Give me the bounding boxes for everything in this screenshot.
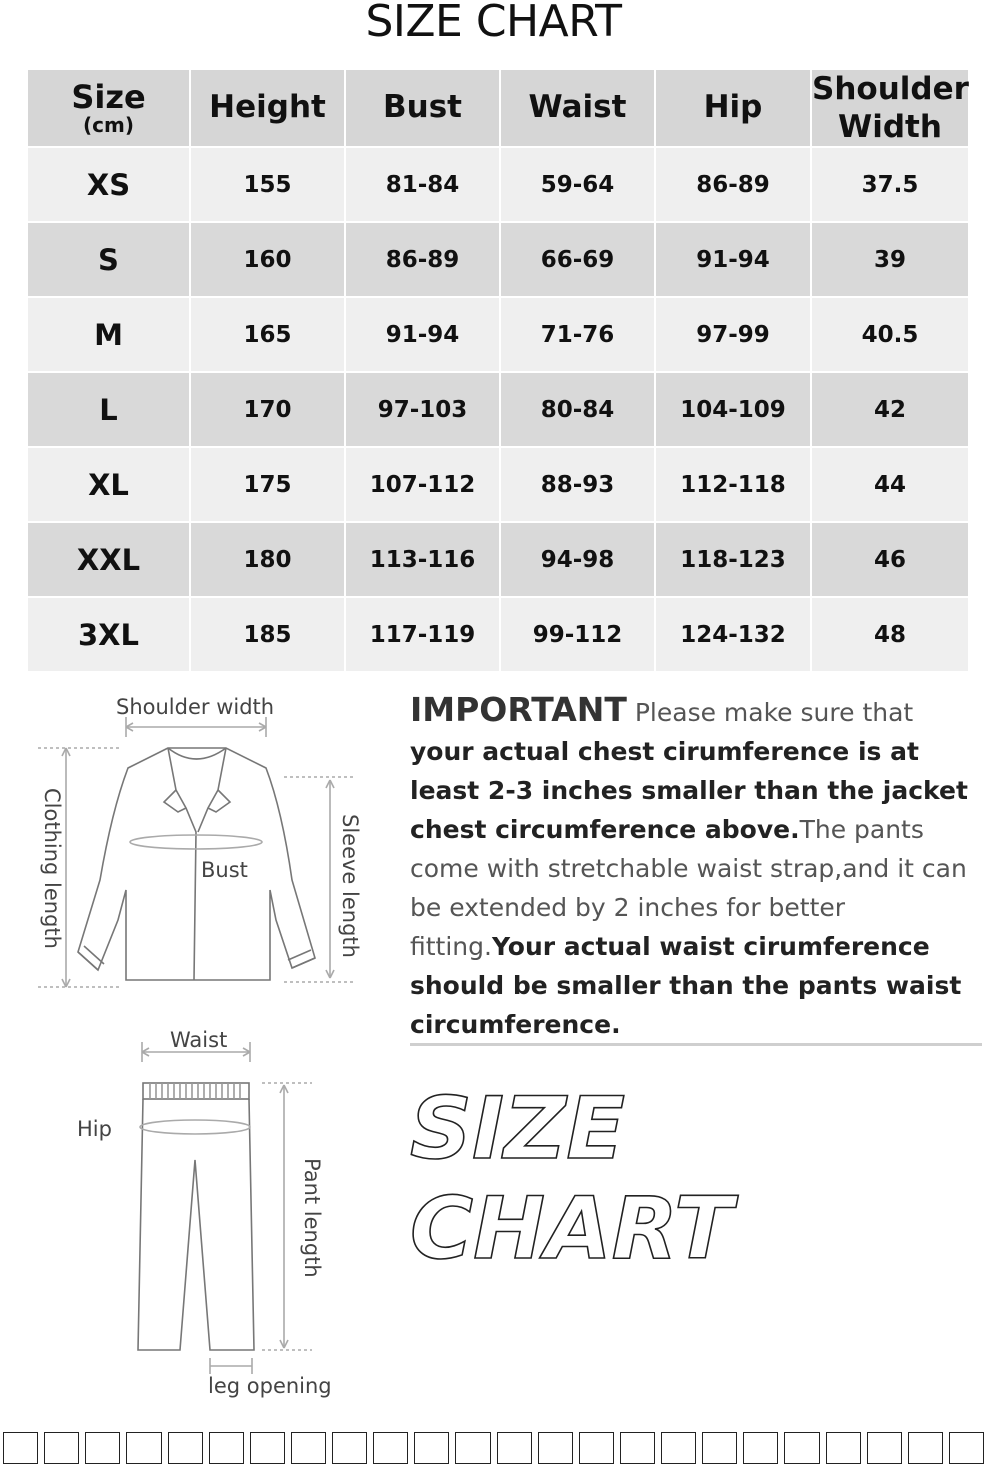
outline-size-chart-title <box>405 1070 765 1270</box>
jacket-outline <box>78 748 315 980</box>
table-row <box>28 373 968 448</box>
page-title: SIZE CHART <box>365 0 622 47</box>
cell-waist: 59-64 <box>501 148 656 223</box>
footer-box <box>579 1432 614 1464</box>
table-header-row <box>28 70 968 148</box>
header-size-unit: (cm) <box>83 113 134 137</box>
cell-size: S <box>28 223 191 298</box>
label-sleeve-length: Sleeve length <box>338 814 362 958</box>
label-leg-opening: leg opening <box>208 1374 332 1398</box>
footer-box <box>291 1432 326 1464</box>
important-text-2: your actual chest cirumference is at least 2-3 inches smaller than the jacket chest circumference above. <box>410 737 968 844</box>
important-text-3: The pants come with stretchable waist strap,and it can be extended by 2 inches for better fitting. <box>410 815 967 961</box>
outline-title-line1: SIZE <box>410 1079 626 1179</box>
header-shoulder-line2: Width <box>838 109 942 145</box>
cell-height: 165 <box>191 298 346 373</box>
cell-shoulder: 44 <box>812 448 968 523</box>
leg-opening-arrow <box>210 1358 252 1374</box>
cell-hip: 124-132 <box>656 598 812 673</box>
header-hip: Hip <box>656 70 812 148</box>
footer-box <box>949 1432 984 1464</box>
table-row <box>28 148 968 223</box>
cell-size: XS <box>28 148 191 223</box>
cell-shoulder: 37.5 <box>812 148 968 223</box>
table-row <box>28 523 968 598</box>
footer-box <box>44 1432 79 1464</box>
cell-hip: 97-99 <box>656 298 812 373</box>
cell-height: 175 <box>191 448 346 523</box>
cell-waist: 94-98 <box>501 523 656 598</box>
header-shoulder-line1: Shoulder <box>812 71 969 107</box>
cell-height: 155 <box>191 148 346 223</box>
table-row <box>28 223 968 298</box>
header-bust: Bust <box>346 70 501 148</box>
cell-hip: 112-118 <box>656 448 812 523</box>
cell-bust: 97-103 <box>346 373 501 448</box>
cell-shoulder: 48 <box>812 598 968 673</box>
cell-waist: 71-76 <box>501 298 656 373</box>
pants-outline <box>138 1083 254 1350</box>
footer-box <box>497 1432 532 1464</box>
shoulder-width-arrow <box>126 717 266 737</box>
footer-box <box>908 1432 943 1464</box>
footer-box <box>826 1432 861 1464</box>
cell-height: 185 <box>191 598 346 673</box>
cell-hip: 91-94 <box>656 223 812 298</box>
label-clothing-length: Clothing length <box>40 788 64 949</box>
label-shoulder-width: Shoulder width <box>116 695 275 719</box>
footer-box <box>126 1432 161 1464</box>
divider-line <box>410 1043 982 1046</box>
cell-shoulder: 46 <box>812 523 968 598</box>
cell-bust: 81-84 <box>346 148 501 223</box>
footer-box <box>620 1432 655 1464</box>
footer-box <box>702 1432 737 1464</box>
cell-waist: 66-69 <box>501 223 656 298</box>
footer-box <box>3 1432 38 1464</box>
cell-shoulder: 42 <box>812 373 968 448</box>
footer-box <box>209 1432 244 1464</box>
footer-box <box>250 1432 285 1464</box>
cell-size: XL <box>28 448 191 523</box>
important-text-4: Your actual waist cirumference should be smaller than the pants waist circumference. <box>410 932 962 1039</box>
label-hip: Hip <box>77 1117 112 1141</box>
cell-height: 180 <box>191 523 346 598</box>
cell-bust: 117-119 <box>346 598 501 673</box>
footer-box <box>538 1432 573 1464</box>
footer-box <box>332 1432 367 1464</box>
label-pant-length: Pant length <box>300 1158 324 1278</box>
cell-waist: 99-112 <box>501 598 656 673</box>
table-row <box>28 598 968 673</box>
footer-box <box>168 1432 203 1464</box>
cell-bust: 86-89 <box>346 223 501 298</box>
label-bust: Bust <box>201 858 248 882</box>
cell-waist: 80-84 <box>501 373 656 448</box>
footer-box <box>867 1432 902 1464</box>
important-note <box>410 690 982 1044</box>
footer-box-strip <box>0 1432 987 1468</box>
cell-hip: 118-123 <box>656 523 812 598</box>
cell-bust: 113-116 <box>346 523 501 598</box>
header-shoulder-width <box>812 70 968 148</box>
header-waist: Waist <box>501 70 656 148</box>
cell-height: 170 <box>191 373 346 448</box>
measurement-diagram <box>0 690 395 1410</box>
important-heading: IMPORTANT <box>410 690 627 729</box>
header-size <box>28 70 191 148</box>
footer-box <box>743 1432 778 1464</box>
cell-hip: 104-109 <box>656 373 812 448</box>
cell-height: 160 <box>191 223 346 298</box>
cell-hip: 86-89 <box>656 148 812 223</box>
cell-size: 3XL <box>28 598 191 673</box>
footer-box <box>455 1432 490 1464</box>
cell-shoulder: 40.5 <box>812 298 968 373</box>
cell-shoulder: 39 <box>812 223 968 298</box>
footer-box <box>373 1432 408 1464</box>
footer-box <box>85 1432 120 1464</box>
cell-bust: 91-94 <box>346 298 501 373</box>
cell-size: L <box>28 373 191 448</box>
label-waist: Waist <box>170 1028 228 1052</box>
cell-size: XXL <box>28 523 191 598</box>
size-chart-table <box>28 70 968 673</box>
important-text-1: Please make sure that <box>626 698 914 727</box>
cell-bust: 107-112 <box>346 448 501 523</box>
table-row <box>28 448 968 523</box>
footer-box <box>414 1432 449 1464</box>
footer-box <box>661 1432 696 1464</box>
header-height: Height <box>191 70 346 148</box>
header-size-label: Size <box>71 78 146 116</box>
cell-waist: 88-93 <box>501 448 656 523</box>
footer-box <box>784 1432 819 1464</box>
cell-size: M <box>28 298 191 373</box>
outline-title-line2: CHART <box>410 1179 733 1270</box>
table-row <box>28 298 968 373</box>
